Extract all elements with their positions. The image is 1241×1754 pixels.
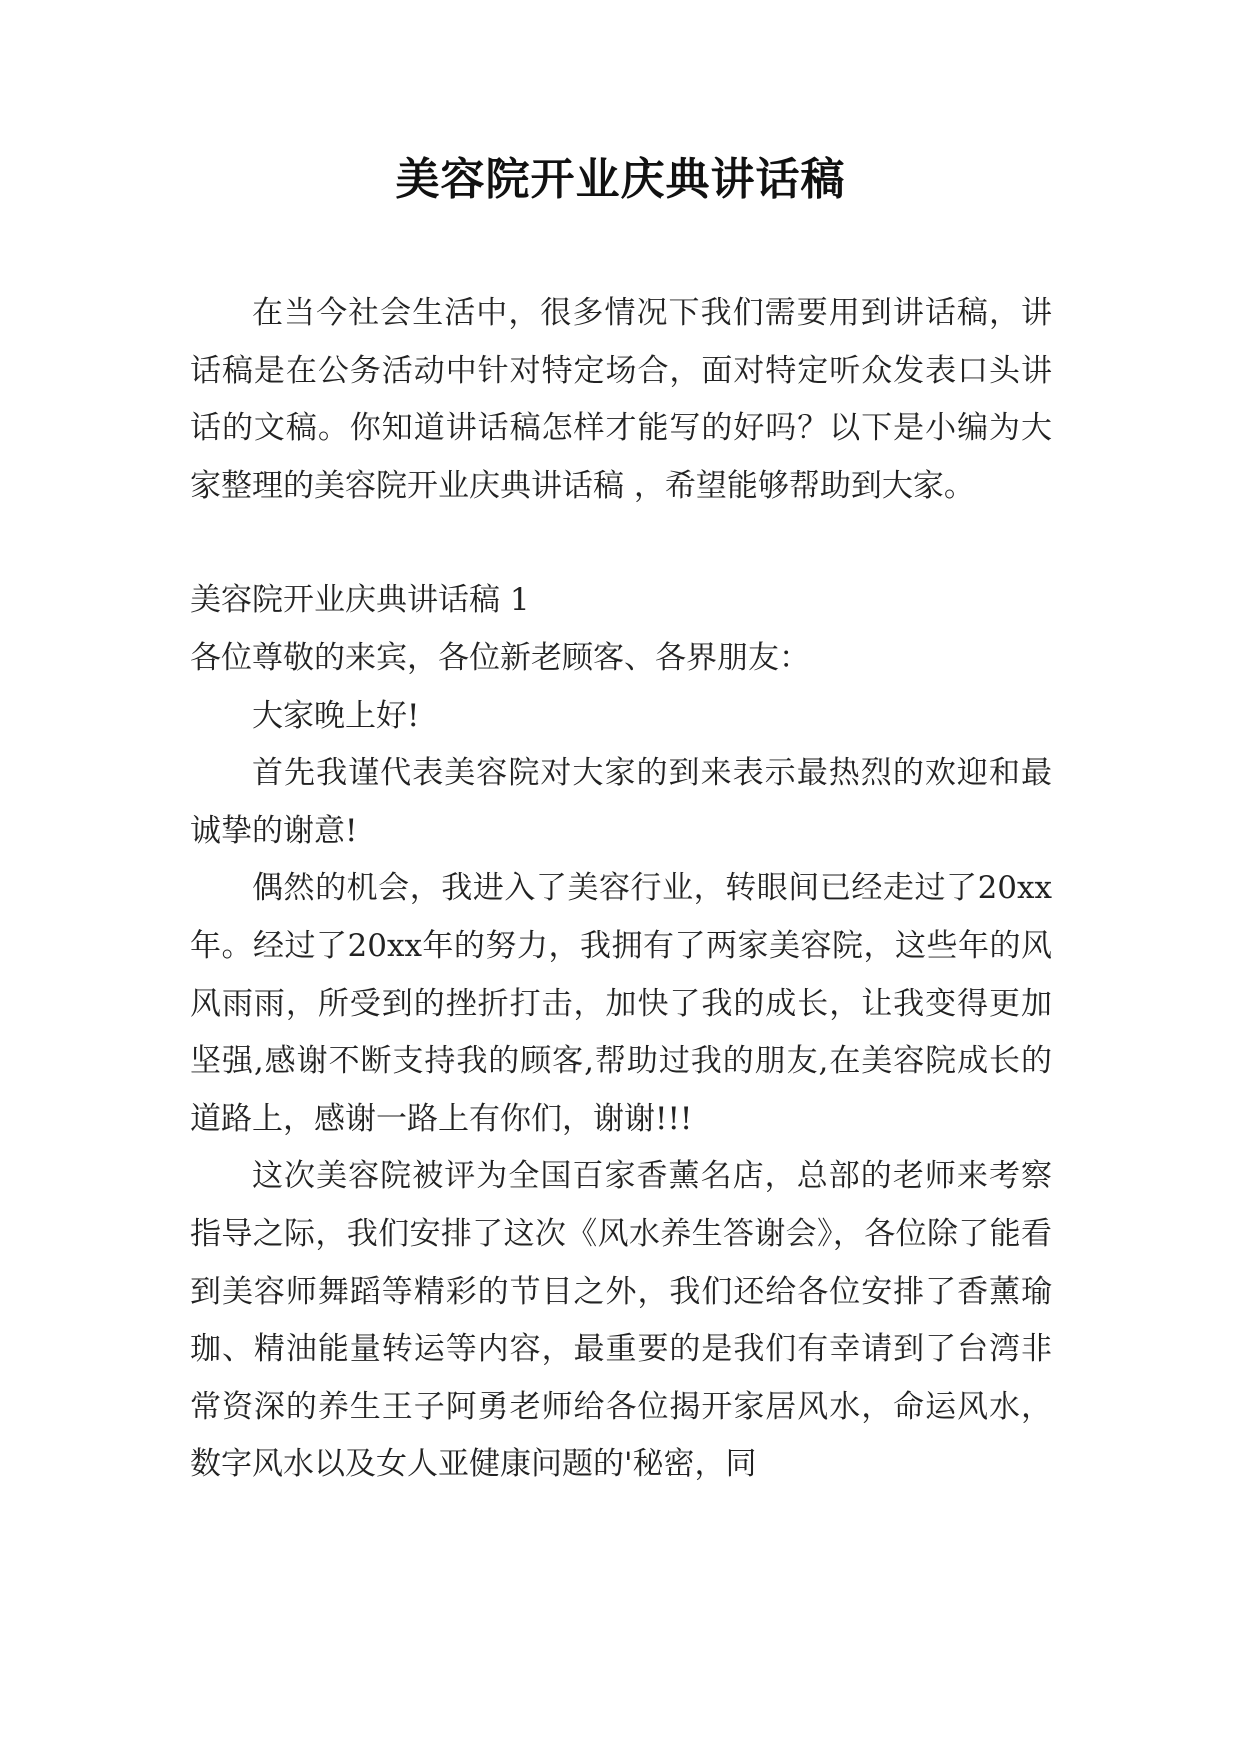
salutation: 各位尊敬的来宾，各位新老顾客、各界朋友： xyxy=(190,639,810,676)
document-body xyxy=(190,285,1052,1494)
greeting: 大家晚上好! xyxy=(252,697,420,734)
section-heading: 美容院开业庆典讲话稿 1 xyxy=(190,582,530,619)
body-paragraph-3: 这次美容院被评为全国百家香薰名店，总部的老师来考察指导之际，我们安排了这次《风水养生答谢会》，各位除了能看到美容师舞蹈等精彩的节目之外，我们还给各位安排了香薰瑜珈、精油能量转运等内容，最重要的是我们有幸请到了台湾非常资深的养生王子阿勇老师给各位揭开家居风水，命运风水，数字风水以及女人亚健康问题的'秘密，同 xyxy=(190,1158,1052,1483)
paragraph-gap xyxy=(190,515,1052,572)
intro-paragraph: 在当今社会生活中，很多情况下我们需要用到讲话稿，讲话稿是在公务活动中针对特定场合，面对特定听众发表口头讲话的文稿。你知道讲话稿怎样才能写的好吗？以下是小编为大家整理的美容院开业庆典讲话稿 ，希望能够帮助到大家。 xyxy=(190,295,1052,504)
body-paragraph-2: 偶然的机会，我进入了美容行业，转眼间已经走过了20xx年。经过了20xx年的努力，我拥有了两家美容院，这些年的风风雨雨，所受到的挫折打击，加快了我的成长，让我变得更加坚强,感谢不断支持我的顾客,帮助过我的朋友,在美容院成长的道路上，感谢一路上有你们，谢谢!!! xyxy=(190,870,1052,1137)
document-title: 美容院开业庆典讲话稿 xyxy=(395,154,846,205)
body-paragraph-1: 首先我谨代表美容院对大家的到来表示最热烈的欢迎和最诚挚的谢意! xyxy=(190,755,1052,849)
